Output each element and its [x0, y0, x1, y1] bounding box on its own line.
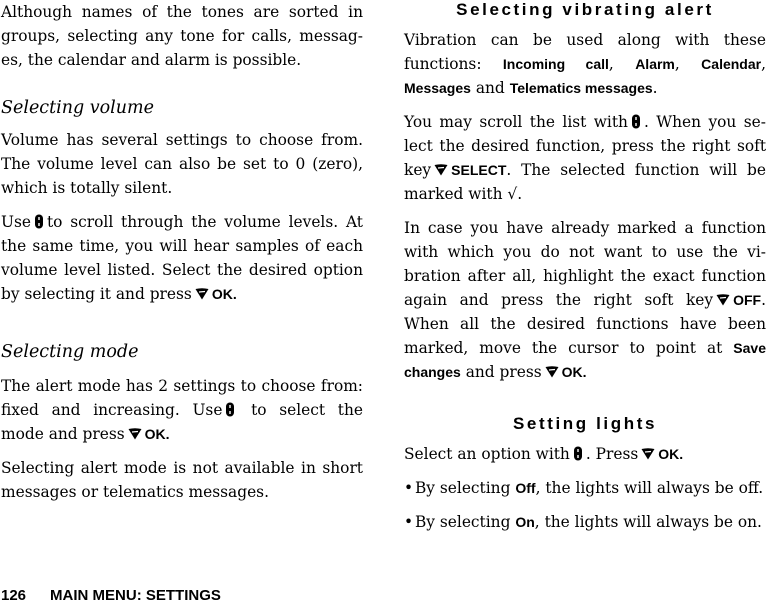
- volume-paragraph-2: Use to scroll through the volume levels. At the same time, you will hear samples of each volume level listed. Select the desired option by selecting it and press OK.: [1, 213, 363, 303]
- section-title: MAIN MENU: SETTINGS: [50, 587, 221, 604]
- mode-paragraph-2: Selecting alert mode is not available in short messages or telematics messages.: [1, 459, 363, 501]
- selecting-volume-title: Selecting volume: [1, 98, 155, 118]
- list-item: [404, 510, 766, 534]
- vibrating-paragraph-3: In case you have already marked a function with which you do not want to use the vibration after all, highlight the exact function again and press the right soft key OFF. When all the desired functions have been marked, move the cursor to point at Save changes and press OK.: [404, 219, 766, 381]
- vibrating-paragraph-2: You may scroll the list with . When you select the desired function, press the right soft key SELECT. The selected function will be marked with √.: [404, 113, 766, 203]
- mode-paragraph-1: The alert mode has 2 settings to choose from: fixed and increasing. Use to select the mode and press OK.: [1, 377, 363, 443]
- soft-key-icon: [195, 288, 209, 300]
- soft-key-icon: [545, 366, 559, 378]
- list-item: [404, 476, 766, 500]
- intro-paragraph: Although names of the tones are sorted in groups, selecting any tone for calls, messages, the calendar and alarm is possible.: [1, 3, 363, 69]
- scroll-key-icon: [225, 402, 235, 417]
- selecting-mode-title: Selecting mode: [1, 342, 139, 362]
- left-column: [1, 0, 363, 504]
- soft-key-icon: [716, 294, 730, 306]
- right-column: [404, 0, 766, 534]
- bullet-dot: •: [404, 479, 414, 497]
- vibrating-alert-heading: Selecting vibrating alert: [456, 0, 714, 19]
- vibrating-paragraph-1: Vibration can be used along with these functions: Incoming call, Alarm, Calendar, Messages and Telematics messages.: [404, 31, 766, 97]
- setting-lights-heading: Setting lights: [512, 414, 658, 433]
- lights-paragraph: Select an option with . Press OK.: [404, 445, 684, 463]
- scroll-key-icon: [631, 114, 641, 129]
- page-footer: [1, 587, 221, 605]
- lights-on-option: By selecting On, the lights will always be on.: [415, 513, 762, 531]
- soft-key-icon: [128, 428, 142, 440]
- lights-off-option: By selecting Off, the lights will always be off.: [415, 479, 764, 497]
- scroll-key-icon: [34, 214, 44, 229]
- bullet-dot: •: [404, 513, 414, 531]
- page-number: 126: [1, 587, 27, 604]
- volume-paragraph-1: Volume has several settings to choose from. The volume level can also be set to 0 (zero), which is totally silent.: [1, 131, 363, 197]
- scroll-key-icon: [573, 446, 583, 461]
- soft-key-icon: [641, 448, 655, 460]
- soft-key-icon: [434, 164, 448, 176]
